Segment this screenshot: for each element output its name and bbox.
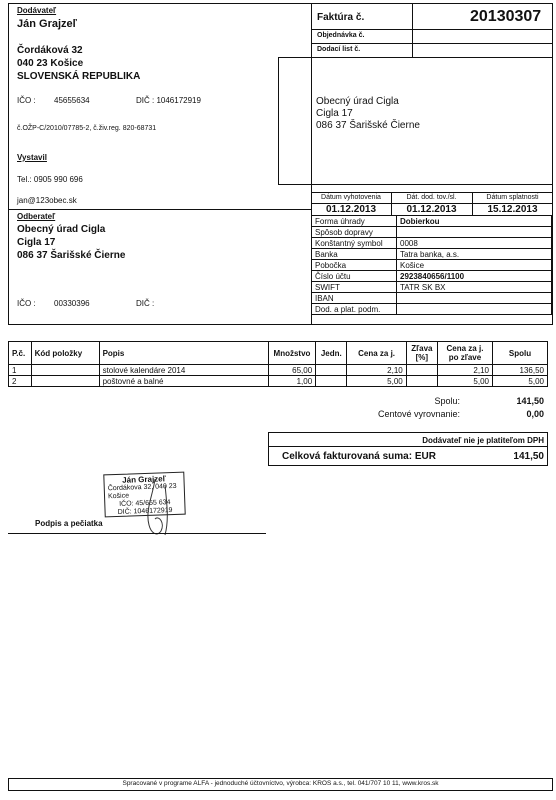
supplier-name: Ján Grajzeľ: [17, 18, 77, 30]
stamp-line-3: IČO: 45/655 634: [119, 499, 171, 508]
grand-total-label: Celková fakturovaná suma: EUR: [282, 451, 436, 462]
col-total: Spolu: [492, 342, 547, 365]
cell-pc: 1: [9, 365, 32, 376]
delivery-note-label: Dodací list č.: [317, 46, 361, 53]
customer-ico: 00330396: [54, 299, 90, 308]
issued-by-label: Vystavil: [17, 153, 47, 162]
customer-divider: [8, 209, 311, 210]
signature-label: Podpis a pečiatka: [35, 519, 103, 528]
col-unit: Jedn.: [316, 342, 347, 365]
payment-value: Dobierkou: [397, 216, 552, 227]
customer-heading: Odberateľ: [17, 212, 56, 221]
address-line-3: 086 37 Šarišské Čierne: [316, 120, 420, 131]
stamp-line-2: Čordákova 32, 040 23 Košice: [107, 482, 177, 501]
payment-label: Forma úhrady: [312, 216, 397, 227]
grand-total-divider: [268, 446, 548, 447]
payment-label: SWIFT: [312, 282, 397, 293]
date-tax-label: Dát. dod. tov./sl.: [406, 194, 457, 201]
items-table: [8, 341, 548, 387]
dates-top-line: [311, 192, 553, 193]
cell-qty: 65,00: [268, 365, 315, 376]
supplier-email[interactable]: jan@123obec.sk: [17, 196, 77, 205]
grand-total-value: 141,50: [513, 451, 544, 462]
invoice-vdivider: [412, 3, 413, 57]
payment-value: [397, 227, 552, 238]
table-row: [9, 376, 548, 387]
cell-pc: 2: [9, 376, 32, 387]
cell-total: 136,50: [492, 365, 547, 376]
payment-label: Dod. a plat. podm.: [312, 304, 397, 315]
payment-table: [311, 215, 552, 315]
supplier-ico: 45655634: [54, 96, 90, 105]
date-due: 15.12.2013: [487, 204, 538, 215]
col-code: Kód položky: [31, 342, 99, 365]
payment-value: 0008: [397, 238, 552, 249]
table-row: [9, 365, 548, 376]
address-line-1: Obecný úrad Cigla: [316, 96, 399, 107]
vat-note: Dodávateľ nie je platiteľom DPH: [422, 436, 544, 445]
date-tax: 01.12.2013: [406, 204, 457, 215]
payment-row: [312, 249, 552, 260]
cell-price: 5,00: [347, 376, 406, 387]
payment-row: [312, 293, 552, 304]
col-qty: Množstvo: [268, 342, 315, 365]
payment-row: [312, 282, 552, 293]
payment-value: TATR SK BX: [397, 282, 552, 293]
supplier-phone: Tel.: 0905 990 696: [17, 175, 83, 184]
date-due-label: Dátum splatnosti: [486, 194, 539, 201]
col-pc: P.č.: [9, 342, 32, 365]
cell-total: 5,00: [492, 376, 547, 387]
invoice-hline-2: [311, 43, 553, 44]
payment-value: 2923840656/1100: [397, 271, 552, 282]
payment-label: Spôsob dopravy: [312, 227, 397, 238]
col-discount: Zľava [%]: [406, 342, 437, 365]
payment-label: IBAN: [312, 293, 397, 304]
supplier-street: Čordáková 32: [17, 45, 83, 56]
payment-row: [312, 271, 552, 282]
payment-value: Košice: [397, 260, 552, 271]
payment-row: [312, 227, 552, 238]
cell-unit: [316, 365, 347, 376]
supplier-city: 040 23 Košice: [17, 58, 84, 69]
customer-dic: DIČ :: [136, 299, 155, 308]
customer-ico-label: IČO :: [17, 299, 36, 308]
cell-qty: 1,00: [268, 376, 315, 387]
payment-row: [312, 304, 552, 315]
signature-line: [8, 533, 266, 534]
customer-street: Cigla 17: [17, 237, 56, 248]
invoice-hline-1: [311, 29, 553, 30]
customer-name: Obecný úrad Cigla: [17, 224, 106, 235]
supplier-registration: č.OŽP-C/2010/07785-2, č.živ.reg. 820-68731: [17, 125, 157, 132]
sum-label: Spolu:: [434, 396, 460, 406]
address-line-2: Cigla 17: [316, 108, 353, 119]
payment-value: [397, 304, 552, 315]
date-issued-label: Dátum vyhotovenia: [321, 194, 381, 201]
rounding-label: Centové vyrovnanie:: [377, 409, 460, 419]
customer-city: 086 37 Šarišské Čierne: [17, 250, 126, 261]
col-price-discounted: Cena za j. po zľave: [437, 342, 492, 365]
supplier-dic: DIČ : 1046172919: [136, 96, 201, 105]
invoice-number: 20130307: [470, 8, 542, 25]
payment-value: [397, 293, 552, 304]
rounding-value: 0,00: [526, 409, 544, 419]
items-header-row: [9, 342, 548, 365]
col-desc: Popis: [99, 342, 268, 365]
cell-code: [31, 376, 99, 387]
order-label: Objednávka č.: [317, 32, 365, 39]
payment-row: [312, 216, 552, 227]
supplier-ico-label: IČO :: [17, 96, 36, 105]
payment-row: [312, 238, 552, 249]
cell-disc: [406, 376, 437, 387]
cell-price-disc: 2,10: [437, 365, 492, 376]
signature-scribble: [125, 475, 195, 540]
payment-label: Pobočka: [312, 260, 397, 271]
cell-desc: poštovné a balné: [99, 376, 268, 387]
col-price: Cena za j.: [347, 342, 406, 365]
stamp-line-4: DIČ: 1046172919: [117, 507, 173, 516]
cell-disc: [406, 365, 437, 376]
cell-unit: [316, 376, 347, 387]
invoice-label: Faktúra č.: [317, 12, 365, 23]
supplier-country: SLOVENSKÁ REPUBLIKA: [17, 71, 141, 82]
date-issued: 01.12.2013: [325, 204, 377, 215]
cell-code: [31, 365, 99, 376]
cell-price-disc: 5,00: [437, 376, 492, 387]
stamp-line-1: Ján Grajzeľ: [122, 474, 166, 485]
payment-row: [312, 260, 552, 271]
cell-desc: stolové kalendáre 2014: [99, 365, 268, 376]
cell-price: 2,10: [347, 365, 406, 376]
payment-label: Konštantný symbol: [312, 238, 397, 249]
payment-label: Banka: [312, 249, 397, 260]
payment-value: Tatra banka, a.s.: [397, 249, 552, 260]
sum-value: 141,50: [516, 396, 544, 406]
footer-text: Spracované v programe ALFA - jednoduché účtovníctvo, výrobca: KROS a.s., tel. 041/707 10 11, www.kros.sk: [122, 780, 439, 787]
supplier-heading: Dodávateľ: [17, 6, 57, 15]
payment-label: Číslo účtu: [312, 271, 397, 282]
